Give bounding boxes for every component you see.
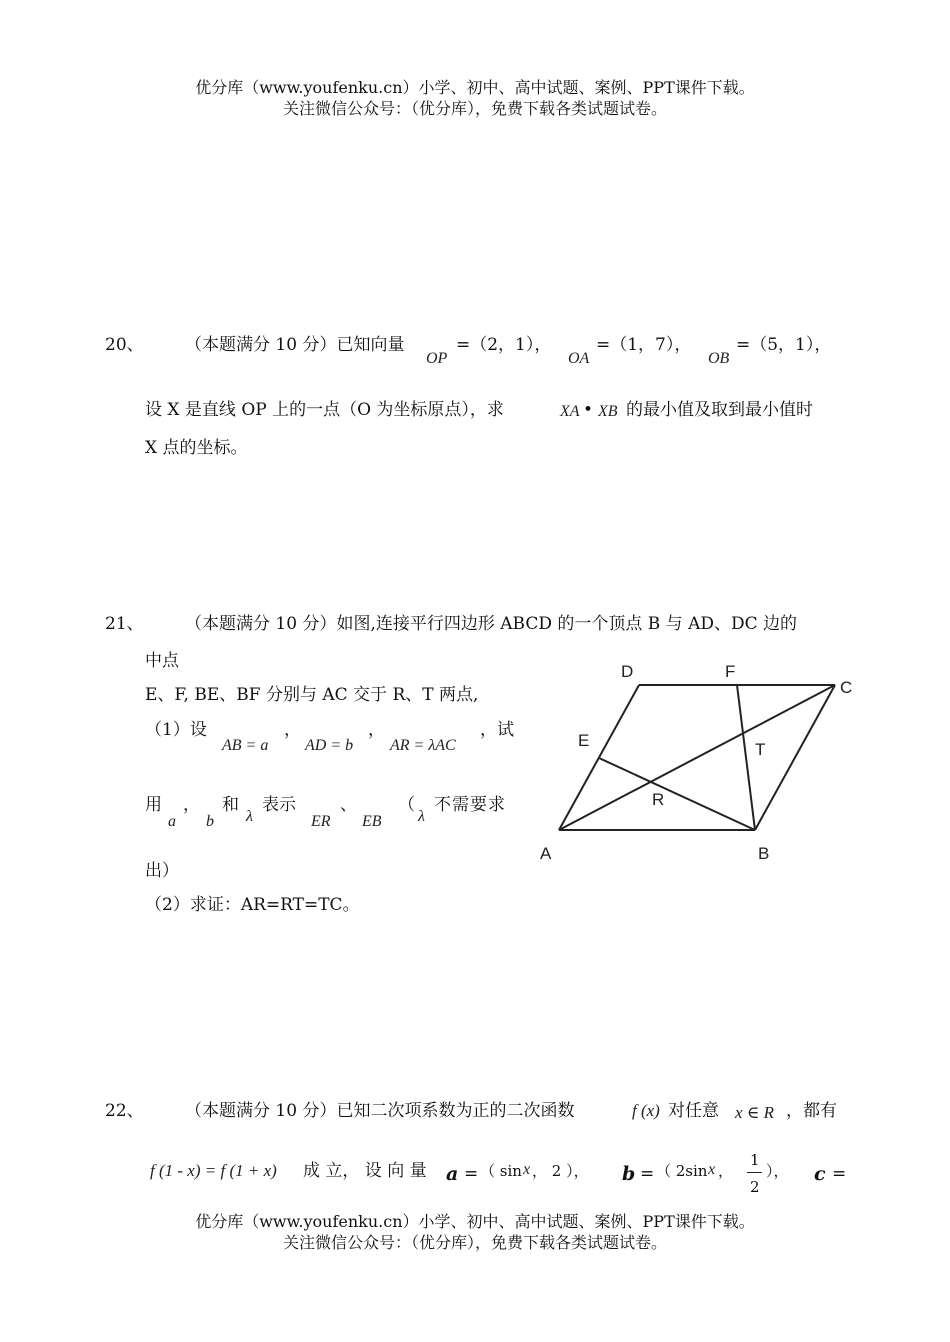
- q20-vec-oa: OA: [568, 350, 590, 367]
- q22-f-symmetry: f (1 - x) = f (1 + x): [150, 1161, 277, 1180]
- q22-frac-num: 1: [750, 1151, 760, 1169]
- q21-biaoshi: 表示: [262, 795, 296, 815]
- q21-bunneed: 不需要求: [434, 795, 506, 815]
- q22-anyx: 对任意: [668, 1101, 719, 1121]
- footer-line-1: 优分库（www.youfenku.cn）小学、初中、高中试题、案例、PPT课件下载。: [195, 1212, 755, 1231]
- header-line-2: 关注微信公众号：（优分库），免费下载各类试题试卷。: [282, 99, 667, 118]
- label-c: C: [840, 678, 853, 697]
- q20-vec-xb: XB: [598, 403, 618, 420]
- q21-lambda-2: λ: [418, 808, 425, 825]
- q22-b-close: ），: [766, 1162, 789, 1180]
- q21-var-b: b: [206, 813, 214, 830]
- footer-line-2: 关注微信公众号：（优分库），免费下载各类试题试卷。: [282, 1233, 667, 1252]
- q20-vec-xa: XA: [560, 403, 580, 420]
- q21-line2: 中点: [145, 651, 179, 671]
- q22-c-eq: =: [832, 1164, 847, 1184]
- q22-fx: f (x): [632, 1101, 660, 1120]
- q21-comma-3: ，: [183, 795, 200, 815]
- q21-paren: （: [398, 795, 415, 815]
- label-a: A: [540, 844, 552, 863]
- label-b: B: [758, 844, 770, 863]
- q20-eq3: =（5，1），: [736, 335, 832, 355]
- q20-intro: （本题满分 10 分）已知向量: [185, 335, 405, 355]
- q20-line2-b: 的最小值及取到最小值时: [626, 400, 813, 420]
- q22-eq-b: =: [640, 1164, 655, 1184]
- q21-part1-label: （1）设: [145, 720, 207, 740]
- q22-vec-a: a: [446, 1163, 459, 1185]
- q22-b-x: x: [708, 1161, 716, 1178]
- q22-number: 22、: [105, 1101, 144, 1121]
- q21-expr-ar: AR = λAC: [390, 737, 456, 754]
- header-line-1: 优分库（www.youfenku.cn）小学、初中、高中试题、案例、PPT课件下载。: [195, 78, 755, 97]
- label-t: T: [755, 740, 766, 759]
- diagonal-ac: [559, 685, 835, 830]
- q21-expr-ad: AD = b: [305, 737, 354, 754]
- q22-intro: （本题满分 10 分）已知二次项系数为正的二次函数: [185, 1101, 575, 1121]
- label-e: E: [578, 731, 590, 750]
- q21-dunhao: 、: [340, 795, 357, 815]
- q22-frac-den: 2: [750, 1178, 760, 1196]
- q21-lambda-1: λ: [246, 808, 253, 825]
- fraction-bar: [747, 1172, 762, 1173]
- label-r: R: [652, 790, 665, 809]
- q22-vec-c: c: [814, 1163, 826, 1185]
- q20-line3: X 点的坐标。: [145, 438, 248, 458]
- segment-bf: [737, 685, 755, 830]
- q21-he: 和: [222, 795, 239, 815]
- q22-a-val1: （ sin: [480, 1162, 522, 1180]
- q20-vec-ob: OB: [708, 350, 730, 367]
- q22-x-in-r: x ∈ R: [735, 1103, 775, 1122]
- q22-a-x: x: [523, 1161, 531, 1178]
- q21-line3: E、F, BE、BF 分别与 AC 交于 R、T 两点,: [145, 685, 479, 705]
- q22-vec-b: b: [622, 1163, 636, 1185]
- parallelogram-figure: [530, 655, 860, 870]
- q21-shi: ，试: [480, 720, 514, 740]
- q22-b-comma: ，: [718, 1162, 734, 1180]
- q21-yong: 用: [145, 795, 162, 815]
- q20-line2-a: 设 X 是直线 OP 上的一点（O 为坐标原点），求: [145, 400, 504, 420]
- q22-cond: 成 立， 设 向 量: [303, 1161, 427, 1181]
- label-d: D: [621, 662, 634, 681]
- q21-expr-ab: AB = a: [222, 737, 269, 754]
- q20-vec-op: OP: [426, 350, 448, 367]
- q20-eq2: =（1，7），: [596, 335, 692, 355]
- q21-number: 21、: [105, 614, 144, 634]
- q22-eq-a: =: [464, 1164, 479, 1184]
- q20-dot: •: [583, 400, 594, 420]
- q20-eq1: =（2，1），: [456, 335, 552, 355]
- q22-b-val1: （ 2sin: [656, 1162, 708, 1180]
- q22-dou: ，都有: [786, 1101, 837, 1121]
- q21-comma-1: ，: [284, 720, 301, 740]
- q21-comma-2: ，: [368, 720, 385, 740]
- q20-number: 20、: [105, 335, 144, 355]
- q22-a-val2: ， 2 ），: [532, 1162, 589, 1180]
- q21-part2: （2）求证：AR=RT=TC。: [145, 895, 360, 915]
- q21-chu: 出）: [145, 861, 179, 881]
- q21-intro: （本题满分 10 分）如图,连接平行四边形 ABCD 的一个顶点 B 与 AD、DC 边的: [185, 614, 798, 634]
- q21-vec-er: ER: [311, 813, 331, 830]
- label-f: F: [725, 662, 736, 681]
- q21-var-a: a: [168, 813, 176, 830]
- q21-vec-eb: EB: [362, 813, 382, 830]
